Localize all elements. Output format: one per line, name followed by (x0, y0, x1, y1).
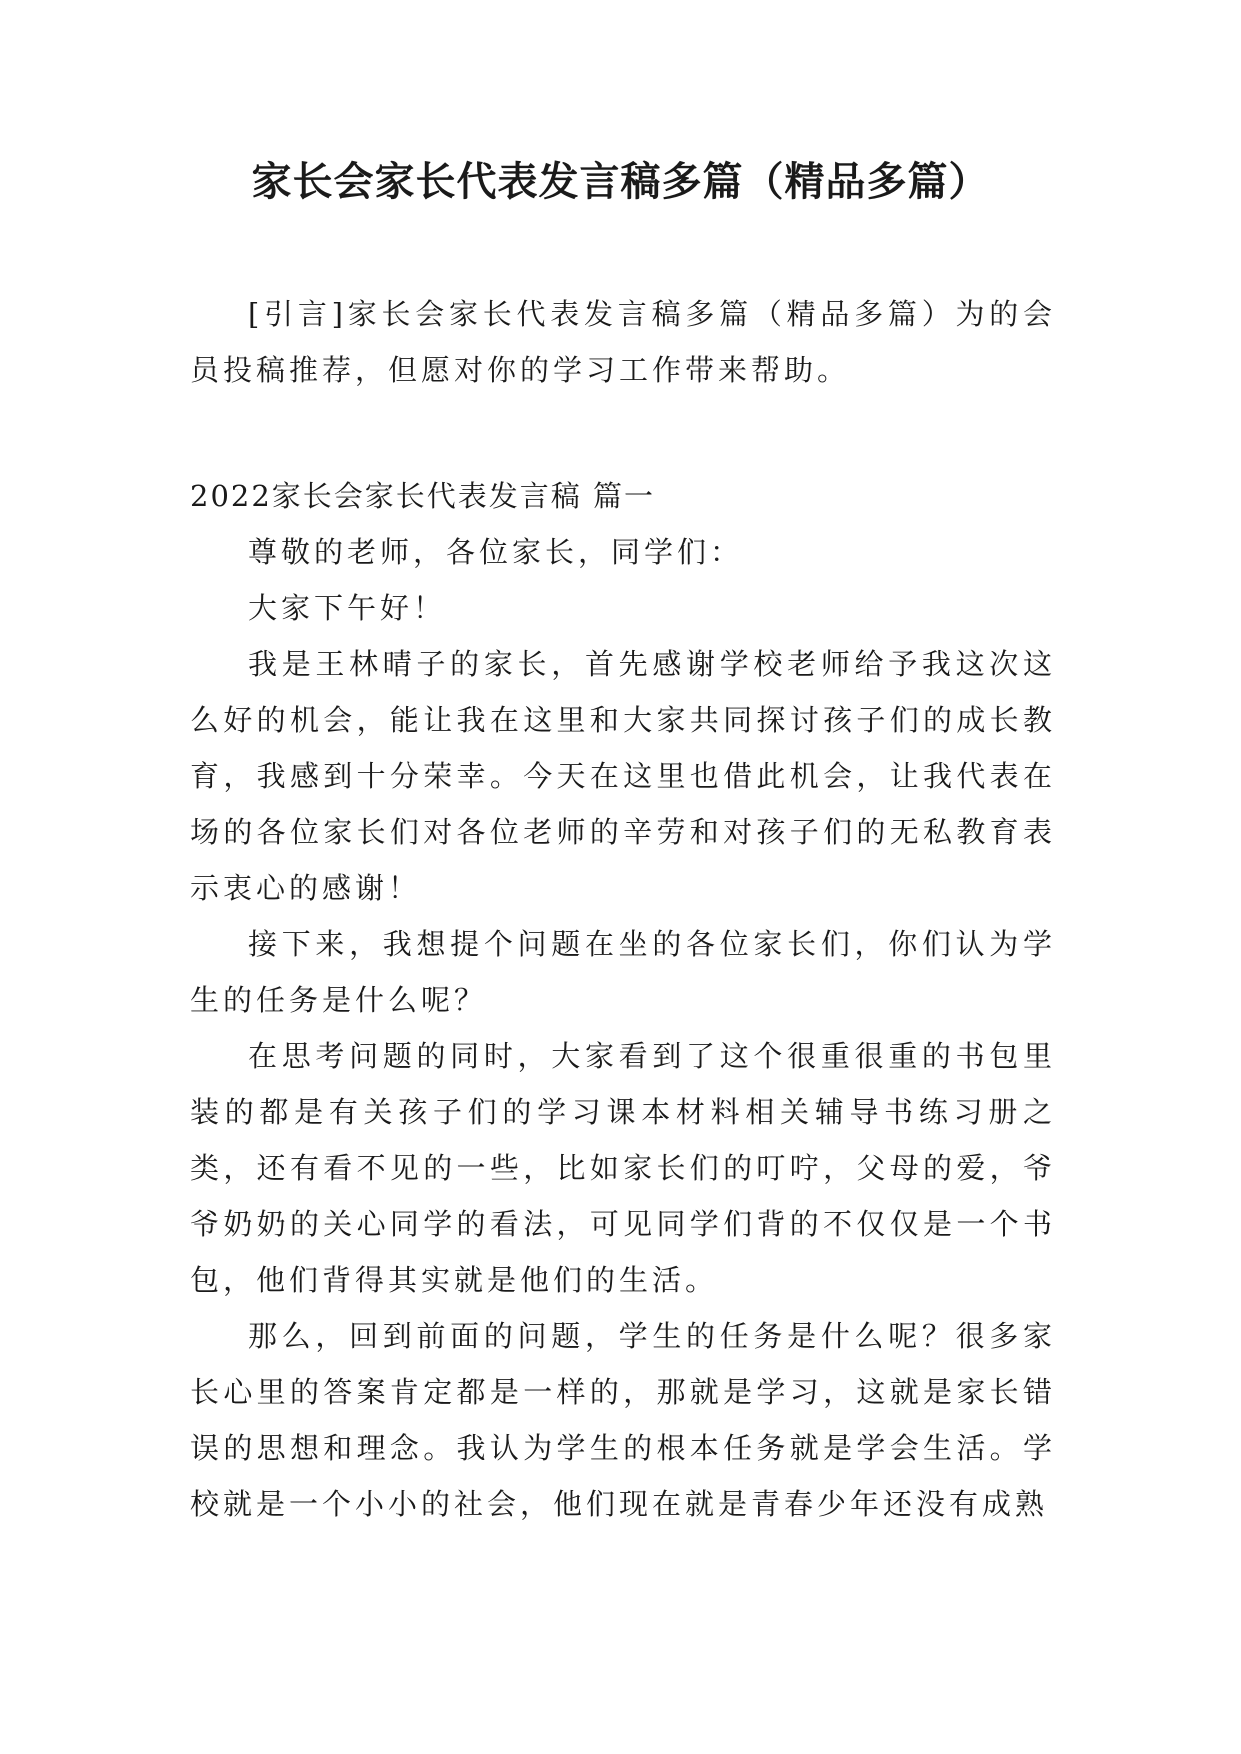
intro-paragraph: [引言]家长会家长代表发言稿多篇（精品多篇）为的会员投稿推荐，但愿对你的学习工作带来帮助。 (190, 297, 1056, 387)
body-paragraph: 在思考问题的同时，大家看到了这个很重很重的书包里装的都是有关孩子们的学习课本材料相关辅导书练习册之类，还有看不见的一些，比如家长们的叮咛，父母的爱，爷爷奶奶的关心同学的看法，可见同学们背的不仅仅是一个书包，他们背得其实就是他们的生活。 (190, 1039, 1056, 1297)
salutation: 尊敬的老师，各位家长，同学们： (248, 535, 744, 569)
document-title: 家长会家长代表发言稿多篇（精品多篇） (251, 159, 990, 205)
section-heading: 2022家长会家长代表发言稿 篇一 (190, 479, 656, 513)
section-gap (190, 398, 1056, 468)
document-body (190, 286, 1056, 1532)
body-paragraph: 我是王林晴子的家长，首先感谢学校老师给予我这次这么好的机会，能让我在这里和大家共同探讨孩子们的成长教育，我感到十分荣幸。今天在这里也借此机会，让我代表在场的各位家长们对各位老师的辛劳和对孩子们的无私教育表示衷心的感谢！ (190, 647, 1056, 905)
greeting: 大家下午好！ (248, 591, 447, 625)
body-paragraph: 接下来，我想提个问题在坐的各位家长们，你们认为学生的任务是什么呢？ (190, 927, 1056, 1017)
body-paragraph: 那么，回到前面的问题，学生的任务是什么呢？很多家长心里的答案肯定都是一样的，那就是学习，这就是家长错误的思想和理念。我认为学生的根本任务就是学会生活。学校就是一个小小的社会，他们现在就是青春少年还没有成熟 (190, 1319, 1056, 1521)
